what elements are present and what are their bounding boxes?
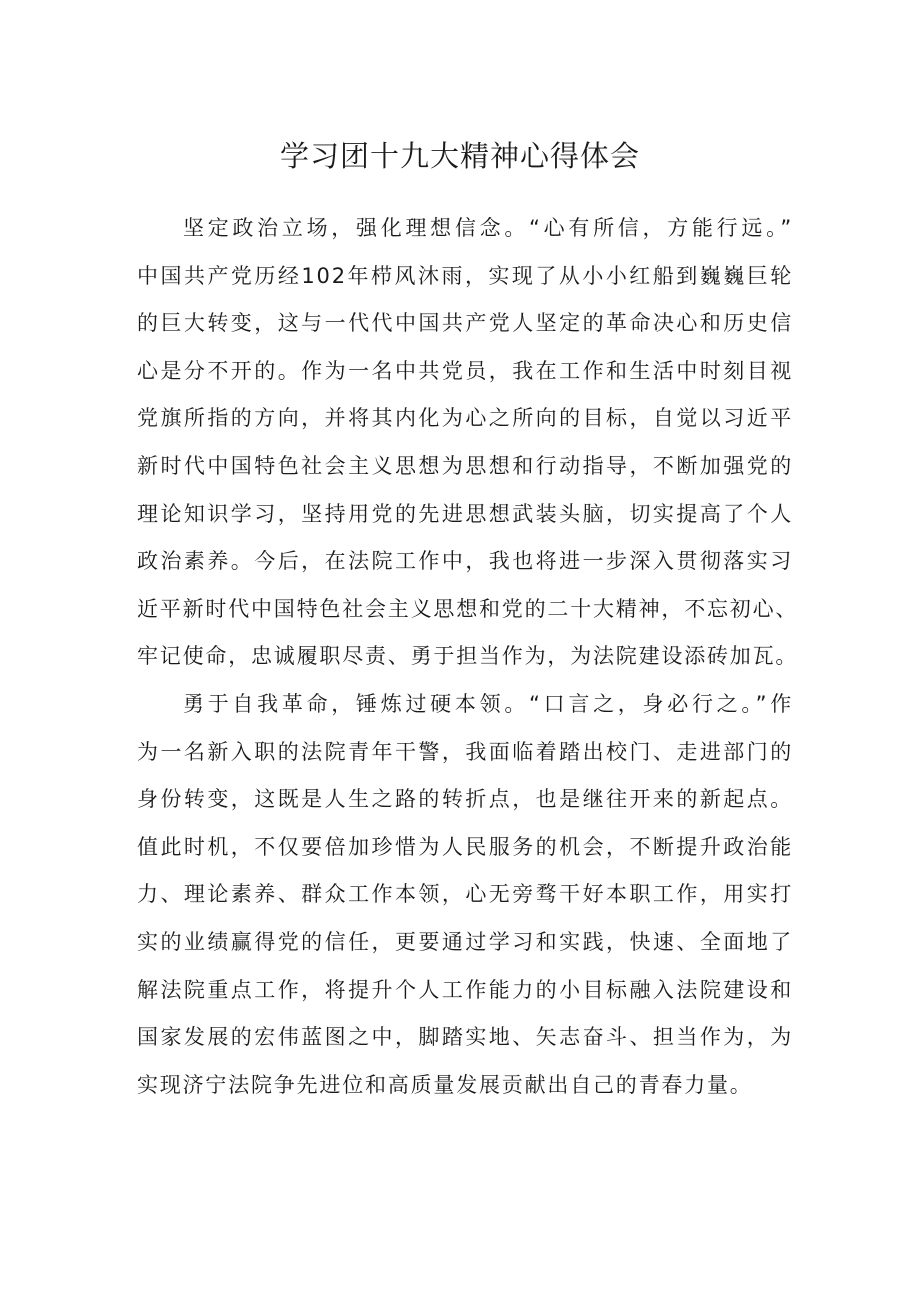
text-line: 党旗所指的方向，并将其内化为心之所向的目标，自觉以习近平	[137, 406, 793, 431]
text-line: 实现济宁法院争先进位和高质量发展贡献出自己的青春力量。	[137, 1072, 753, 1097]
document-body	[137, 205, 799, 1109]
text-line: 坚定政治立场，强化理想信念。“心有所信，方能行远。”	[183, 216, 793, 240]
text-line: 值此时机，不仅要倍加珍惜为人民服务的机会，不断提升政治能	[137, 834, 793, 859]
text-line: 勇于自我革命，锤炼过硬本领。“口言之，身必行之。”作	[183, 691, 793, 716]
text-line: 中国共产党历经102年栉风沐雨，实现了从小小红船到巍巍巨轮	[137, 263, 793, 288]
text-line: 新时代中国特色社会主义思想为思想和行动指导，不断加强党的	[137, 453, 793, 478]
text-line: 国家发展的宏伟蓝图之中，脚踏实地、矢志奋斗、担当作为，为	[137, 1025, 793, 1050]
document-title: 学习团十九大精神心得体会	[279, 139, 640, 173]
text-line: 的巨大转变，这与一代代中国共产党人坚定的革命决心和历史信	[137, 311, 793, 336]
text-line: 实的业绩赢得党的信任，更要通过学习和实践，快速、全面地了	[137, 929, 793, 954]
text-line: 理论知识学习，坚持用党的先进思想武装头脑，切实提高了个人	[137, 501, 793, 526]
text-line: 政治素养。今后，在法院工作中，我也将进一步深入贯彻落实习	[137, 549, 793, 574]
text-line: 为一名新入职的法院青年干警，我面临着踏出校门、走进部门的	[137, 739, 793, 764]
text-line: 力、理论素养、群众工作本领，心无旁骛干好本职工作，用实打	[137, 882, 793, 907]
text-line: 心是分不开的。作为一名中共党员，我在工作和生活中时刻目视	[137, 358, 793, 383]
paragraph-2	[137, 681, 793, 1109]
text-line: 身份转变，这既是人生之路的转折点，也是继往开来的新起点。	[137, 787, 793, 812]
text-line: 解法院重点工作，将提升个人工作能力的小目标融入法院建设和	[137, 977, 793, 1002]
paragraph-1	[137, 205, 799, 681]
text-line: 牢记使命，忠诚履职尽责、勇于担当作为，为法院建设添砖加瓦。	[137, 644, 799, 669]
text-line: 近平新时代中国特色社会主义思想和党的二十大精神，不忘初心、	[137, 596, 799, 621]
